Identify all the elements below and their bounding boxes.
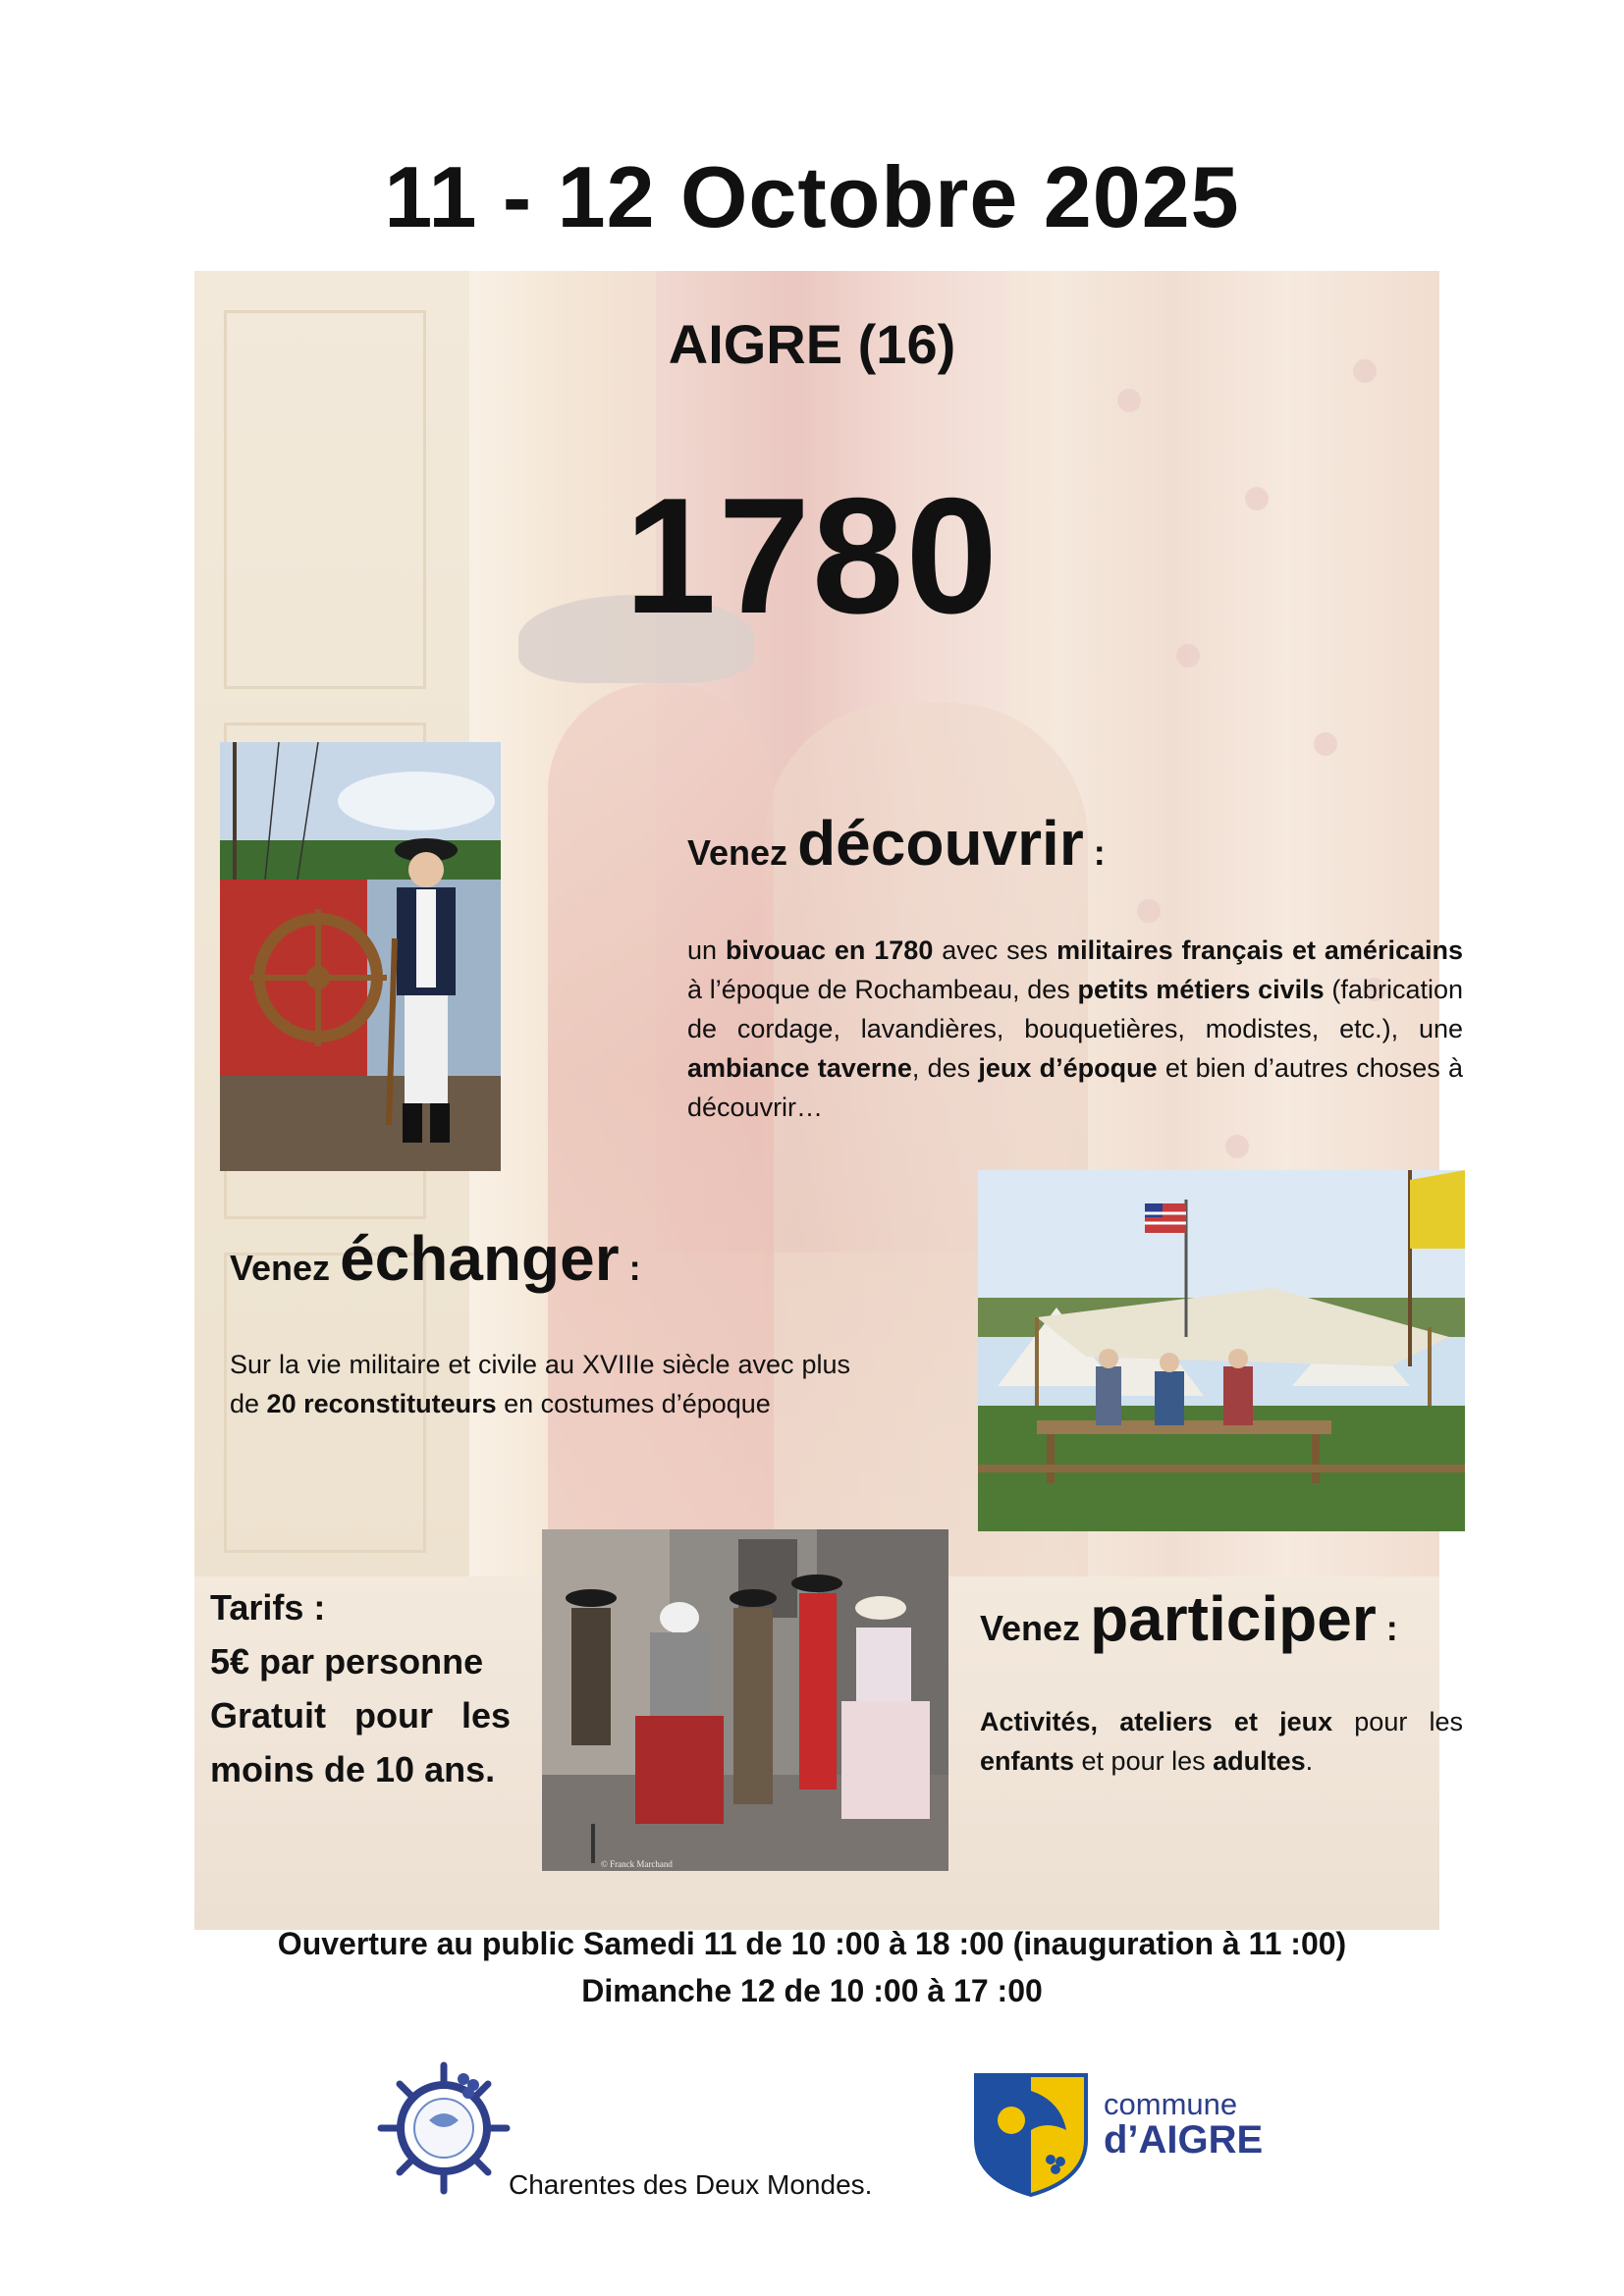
participer-text-run: . <box>1305 1746 1314 1776</box>
participer-description <box>980 1702 1463 1781</box>
commune-aigre-shield-icon <box>972 2071 1090 2199</box>
charentes-deux-mondes-logo-icon <box>375 2059 513 2197</box>
decouvrir-text-run: et bien d’autres choses à découvrir… <box>687 1053 1463 1122</box>
tarifs-title: Tarifs : <box>210 1587 326 1628</box>
decouvrir-text-run: à l’époque de Rochambeau, des <box>687 975 1078 1004</box>
decouvrir-text-run: avec ses <box>933 935 1057 965</box>
tarifs-free-line: Gratuit pour les <box>210 1695 511 1735</box>
echanger-text-run: en costumes d’époque <box>496 1389 771 1418</box>
decouvrir-text-run: bivouac en 1780 <box>725 935 934 965</box>
city-title: AIGRE (16) <box>668 313 956 375</box>
participer-text-run: pour les <box>1332 1707 1463 1736</box>
echanger-heading: Venez échanger : <box>230 1223 641 1294</box>
decouvrir-text-run: ambiance taverne <box>687 1053 912 1083</box>
participer-text-run: Activités, ateliers et jeux <box>980 1707 1333 1736</box>
decouvrir-text-run: , des <box>911 1053 979 1083</box>
year-title: 1780 <box>624 463 1000 648</box>
decouvrir-text-run: un <box>687 935 726 965</box>
participer-text-run: enfants <box>980 1746 1075 1776</box>
commune-city-label: d’AIGRE <box>1104 2118 1264 2162</box>
decouvrir-description <box>687 931 1463 1127</box>
commune-label: commune <box>1104 2087 1238 2121</box>
opening-hours-sunday: Dimanche 12 de 10 :00 à 17 :00 <box>581 1973 1043 2008</box>
event-dates: 11 - 12 Octobre 2025 <box>384 148 1240 245</box>
tarifs-age-line: moins de 10 ans. <box>210 1749 496 1789</box>
tarifs-block <box>210 1580 511 1796</box>
decouvrir-text-run: (fabrication de cordage, lavandières, bouquetières, modistes, etc.), une <box>687 975 1463 1043</box>
opening-hours-saturday: Ouverture au public Samedi 11 de 10 :00 à 18 :00 (inauguration à 11 :00) <box>277 1926 1347 1961</box>
decouvrir-text-run: petits métiers civils <box>1077 975 1325 1004</box>
tarifs-price: 5€ par personne <box>210 1641 484 1682</box>
echanger-text-run: Sur la vie militaire et civile au XVIIIe siècle avec plus de <box>230 1350 850 1418</box>
commune-name <box>1104 2087 1263 2163</box>
echanger-description <box>230 1345 850 1423</box>
decouvrir-heading: Venez découvrir : <box>687 808 1106 879</box>
camp-tent-photo <box>978 1170 1465 1531</box>
participer-heading: Venez participer : <box>980 1583 1398 1654</box>
decouvrir-text-run: jeux d’époque <box>978 1053 1158 1083</box>
decouvrir-text-run: militaires français et américains <box>1056 935 1463 965</box>
participer-text-run: et pour les <box>1074 1746 1214 1776</box>
participer-text-run: adultes <box>1213 1746 1306 1776</box>
street-costumes-photo <box>542 1529 948 1871</box>
ship-soldier-photo <box>220 742 501 1171</box>
org-name: Charentes des Deux Mondes. <box>509 2169 873 2200</box>
photo-credit: © Franck Marchand <box>601 1859 673 1869</box>
echanger-text-run: 20 reconstituteurs <box>266 1389 497 1418</box>
